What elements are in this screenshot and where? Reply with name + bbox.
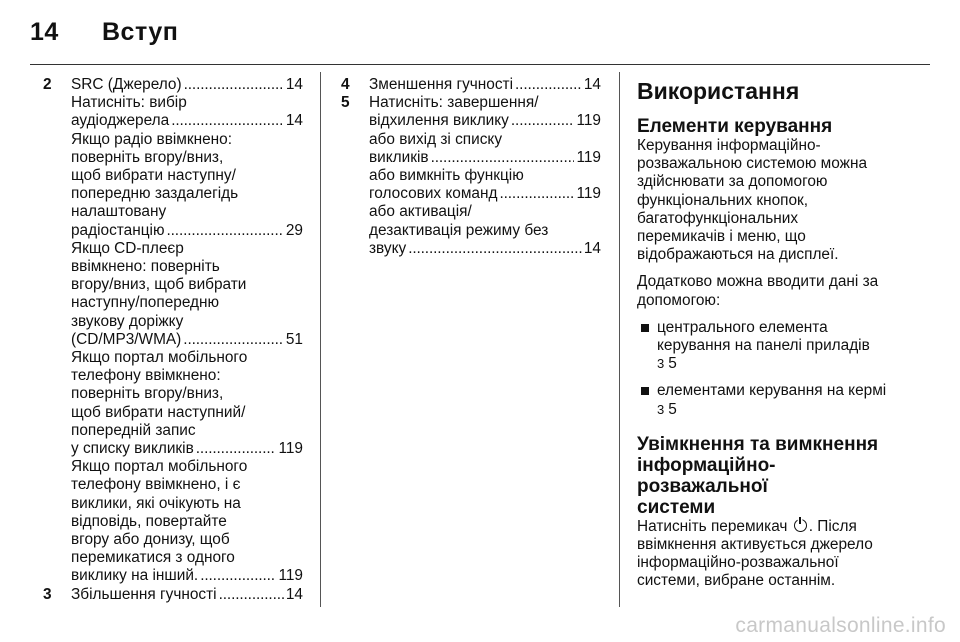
heading-line: Увімкнення та вимкнення <box>637 433 879 455</box>
index-text: аудіоджерела <box>71 112 170 130</box>
index-line-with-page <box>369 112 601 130</box>
index-text: викликів <box>369 148 429 166</box>
index-text: виклики, які очікують на <box>71 494 241 512</box>
leader-dots <box>515 76 582 94</box>
index-line-with-page <box>369 149 601 167</box>
index-line-with-page <box>369 185 601 203</box>
index-text: радіостанцію <box>71 221 165 239</box>
heading-line: системи <box>637 496 716 518</box>
paragraph-line: здійснювати за допомогою <box>637 173 828 191</box>
leader-dots <box>200 567 276 585</box>
index-text: (CD/MP3/WMA) <box>71 330 182 348</box>
index-text: наступну/попередню <box>71 294 220 312</box>
column-divider-left <box>320 72 321 607</box>
page-reference: 14 <box>583 76 601 93</box>
index-text: поверніть вгору/вниз, <box>71 385 224 403</box>
index-text: або активація/ <box>369 203 472 221</box>
middle-column <box>341 76 601 258</box>
reference-page: 5 <box>668 355 677 373</box>
index-text: Зменшення гучності <box>369 76 514 93</box>
bullet-list <box>637 319 897 419</box>
page-reference: 29 <box>285 221 303 239</box>
paragraph-line: функціональних кнопок, <box>637 191 809 209</box>
index-text: попередню заздалегідь <box>71 185 239 203</box>
index-line-with-page <box>71 76 303 94</box>
subsection-heading-controls: Елементи керування <box>637 116 833 137</box>
index-text: або вихід зі списку <box>369 130 503 148</box>
index-text: вгору/вниз, щоб вибрати <box>71 276 247 294</box>
leader-dots <box>184 76 284 94</box>
index-line-with-page <box>369 240 601 258</box>
input-paragraph <box>637 273 897 309</box>
index-line-with-page <box>71 112 303 130</box>
index-text: щоб вибрати наступну/ <box>71 167 236 185</box>
watermark: carmanualsonline.info <box>735 614 946 637</box>
leader-dots <box>408 240 582 258</box>
index-text: телефону ввімкнено: <box>71 367 221 385</box>
column-divider-right <box>619 72 620 607</box>
index-text: Збільшення гучності <box>71 585 217 603</box>
item-number: 5 <box>341 94 350 112</box>
middle-entry <box>341 94 601 258</box>
paragraph-line: відображаються на дисплеї. <box>637 246 839 264</box>
paragraph-line: перемикачів і меню, що <box>637 228 806 246</box>
paragraph-line: системи, вибране останнім. <box>637 572 836 590</box>
arrow-ref-icon: 3 <box>657 401 665 417</box>
square-bullet-icon <box>641 324 649 332</box>
index-text: перемикатися з одного <box>71 549 235 567</box>
item-number: 4 <box>341 76 350 93</box>
paragraph-line: допомогою: <box>637 291 721 309</box>
index-line-with-page <box>71 440 303 458</box>
index-text: або вимкніть функцію <box>369 167 524 185</box>
index-text: SRC (Джерело) <box>71 76 182 93</box>
index-line-with-page <box>369 76 601 94</box>
page-reference: 14 <box>583 239 601 257</box>
arrow-ref-icon: 3 <box>657 356 665 372</box>
page-reference: 51 <box>285 330 303 348</box>
controls-paragraph <box>637 137 897 264</box>
bullet-item <box>637 319 897 374</box>
power-paragraph-first-line <box>637 518 897 536</box>
paragraph-line: Керування інформаційно- <box>637 137 821 154</box>
left-entry <box>43 76 303 586</box>
leader-dots <box>167 222 284 240</box>
bullet-text: керування на панелі приладів <box>657 337 870 355</box>
paragraph-line: ввімкнення активується джерело <box>637 536 873 554</box>
leader-dots <box>499 185 574 203</box>
index-line-with-page <box>71 331 303 349</box>
index-text: звуку <box>369 239 407 257</box>
index-text: Якщо радіо ввімкнено: <box>71 130 233 148</box>
index-text: Якщо CD-плеєр <box>71 239 184 257</box>
paragraph-line: інформаційно-розважальної <box>637 554 839 572</box>
page-reference: 119 <box>576 148 601 166</box>
item-number: 2 <box>43 76 52 93</box>
page-reference: 119 <box>278 567 303 585</box>
leader-dots <box>196 440 277 458</box>
index-text: Якщо портал мобільного <box>71 458 248 476</box>
power-text-before: Натисніть перемикач <box>637 517 788 535</box>
leader-dots <box>431 149 575 167</box>
index-text: голосових команд <box>369 185 498 203</box>
index-line-with-page <box>71 586 303 604</box>
middle-entry <box>341 76 601 94</box>
left-entry <box>43 586 303 604</box>
page-header <box>30 18 178 47</box>
header-rule <box>30 64 930 65</box>
page-reference: 119 <box>576 112 601 130</box>
index-text: ввімкнено: поверніть <box>71 258 220 276</box>
reference-page: 5 <box>668 400 677 418</box>
leader-dots <box>511 112 575 130</box>
paragraph-line: Додатково можна вводити дані за <box>637 273 879 291</box>
index-text: Натисніть: завершення/ <box>369 94 539 112</box>
bullet-text: центрального елемента <box>657 318 828 336</box>
index-text: попередній запис <box>71 421 196 439</box>
index-text: у списку викликів <box>71 440 194 458</box>
leader-dots <box>183 331 284 349</box>
item-number: 3 <box>43 585 52 603</box>
page-title: Вступ <box>102 18 179 46</box>
cross-reference <box>657 355 897 373</box>
index-text: звукову доріжку <box>71 312 184 330</box>
index-text: відхилення виклику <box>369 112 509 130</box>
square-bullet-icon <box>641 387 649 395</box>
page-reference: 14 <box>285 76 303 93</box>
subsection-heading-power <box>637 434 897 518</box>
index-text: дезактивація режиму без <box>369 221 549 239</box>
index-text: Якщо портал мобільного <box>71 349 248 367</box>
index-text: телефону ввімкнено, і є <box>71 476 241 494</box>
leader-dots <box>219 586 284 604</box>
index-text: вгору або донизу, щоб <box>71 531 230 549</box>
left-column <box>43 76 303 604</box>
index-text: щоб вибрати наступний/ <box>71 403 246 421</box>
power-text-after: . Після <box>808 517 857 535</box>
paragraph-line: багатофункціональних <box>637 209 799 227</box>
power-paragraph <box>637 536 897 591</box>
page-reference: 14 <box>285 585 303 603</box>
paragraph-line: розважальною системою можна <box>637 155 868 173</box>
index-line-with-page <box>71 567 303 585</box>
heading-line: інформаційно-розважальної <box>637 454 776 497</box>
index-text: поверніть вгору/вниз, <box>71 148 224 166</box>
bullet-text: елементами керування на кермі <box>657 382 887 400</box>
index-text: виклику на інший. <box>71 567 199 585</box>
section-title: Використання <box>637 78 800 104</box>
power-icon <box>794 519 807 532</box>
cross-reference <box>657 401 897 419</box>
index-text: відповідь, повертайте <box>71 512 227 530</box>
right-column <box>637 78 897 591</box>
page-number: 14 <box>30 18 59 46</box>
leader-dots <box>171 112 284 130</box>
page-reference: 119 <box>278 440 303 458</box>
page-reference: 119 <box>576 185 601 203</box>
page-reference: 14 <box>285 112 303 130</box>
index-line-with-page <box>71 222 303 240</box>
index-text: налаштовану <box>71 203 167 221</box>
bullet-item <box>637 382 897 418</box>
index-text: Натисніть: вибір <box>71 94 187 112</box>
